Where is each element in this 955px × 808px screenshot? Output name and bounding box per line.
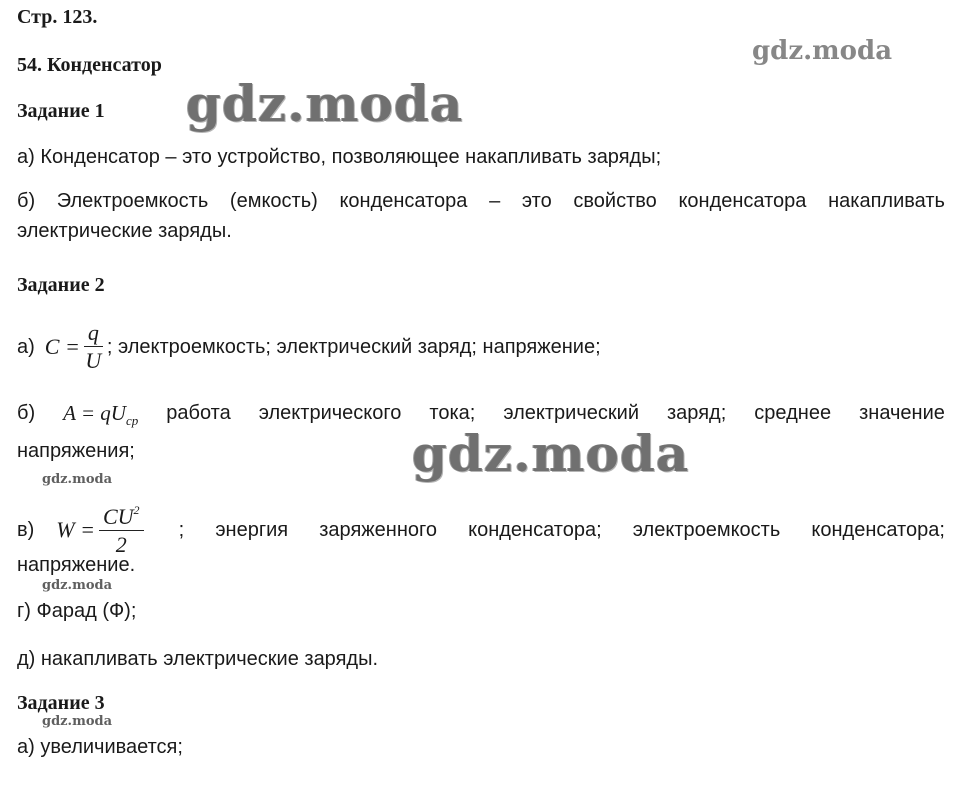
task2-b-word-1: электрического <box>258 402 402 424</box>
task2-a-text: ; электроемкость; электрический заряд; напряжение; <box>106 336 601 358</box>
formula-energy-numerator <box>99 504 144 531</box>
formula-capacitance-denominator: U <box>85 348 102 373</box>
task1-b-word-5: это <box>521 190 552 212</box>
watermark-top-right: gdz.moda <box>752 36 893 66</box>
task2-b-word-6: значение <box>859 402 945 424</box>
task1-b-word-3: конденсатора <box>339 190 468 212</box>
watermark-small-3: gdz.moda <box>42 714 113 729</box>
task2-v-word-2: заряженного <box>319 519 437 541</box>
task2-answer-b-line2: напряжения; <box>17 440 135 462</box>
watermark-large-2: gdz.moda <box>412 424 690 483</box>
task2-b-word-0: работа <box>166 402 231 424</box>
formula-energy-denominator: 2 <box>115 532 127 557</box>
formula-energy-fraction <box>99 504 144 556</box>
formula-energy-lhs: W = <box>56 517 95 542</box>
formula-work <box>63 400 138 434</box>
formula-energy-exponent: 2 <box>133 503 140 517</box>
task2-heading: Задание 2 <box>17 274 105 296</box>
watermark-small-2: gdz.moda <box>42 578 113 593</box>
task2-answer-a <box>17 322 601 372</box>
task2-answer-v-line2: напряжение. <box>17 554 136 576</box>
task1-b-word-8: накапливать <box>828 190 945 212</box>
page-number: Стр. 123. <box>17 6 98 28</box>
watermark-large-1: gdz.moda <box>186 74 464 133</box>
task2-b-word-2: тока; <box>429 402 476 424</box>
formula-work-subscript: ср <box>125 413 139 428</box>
task1-answer-b-line2: электрические заряды. <box>17 220 232 242</box>
task1-b-word-4: – <box>489 190 501 212</box>
task2-v-formula-group <box>17 504 148 556</box>
task1-b-word-2: (емкость) <box>229 190 318 212</box>
task3-answer-a: а) увеличивается; <box>17 736 183 758</box>
task1-answer-a: а) Конденсатор – это устройство, позволяющее накапливать заряды; <box>17 146 662 168</box>
task2-a-label: а) <box>17 336 35 358</box>
watermark-small-1: gdz.moda <box>42 472 113 487</box>
formula-capacitance-lhs: C = <box>44 334 80 359</box>
task2-v-word-0: ; <box>178 519 185 541</box>
formula-capacitance-fraction <box>84 322 103 372</box>
task1-b-word-1: Электроемкость <box>56 190 209 212</box>
task1-b-word-7: конденсатора <box>678 190 807 212</box>
task2-answer-d: д) накапливать электрические заряды. <box>17 648 379 670</box>
task3-heading: Задание 3 <box>17 692 105 714</box>
task1-b-word-6: свойство <box>573 190 657 212</box>
formula-capacitance-numerator: q <box>84 322 103 347</box>
formula-energy-num-text: CU <box>102 504 134 529</box>
task1-answer-b-line1 <box>17 188 945 214</box>
task1-b-word-0: б) <box>17 190 36 212</box>
task2-v-word-5: конденсатора; <box>811 519 945 541</box>
task2-v-label: в) <box>17 519 35 541</box>
formula-work-main: A = qU <box>63 401 126 425</box>
task2-answer-g: г) Фарад (Ф); <box>17 600 137 622</box>
task2-b-word-3: электрический <box>503 402 639 424</box>
task2-b-word-4: заряд; <box>667 402 727 424</box>
task2-b-label: б) <box>17 402 36 424</box>
task1-heading: Задание 1 <box>17 100 105 122</box>
section-title: 54. Конденсатор <box>17 54 162 76</box>
task2-v-word-1: энергия <box>215 519 289 541</box>
task2-answer-v-line1 <box>17 504 945 556</box>
task2-v-word-3: конденсатора; <box>468 519 602 541</box>
task2-b-word-5: среднее <box>754 402 832 424</box>
task2-v-word-4: электроемкость <box>632 519 781 541</box>
